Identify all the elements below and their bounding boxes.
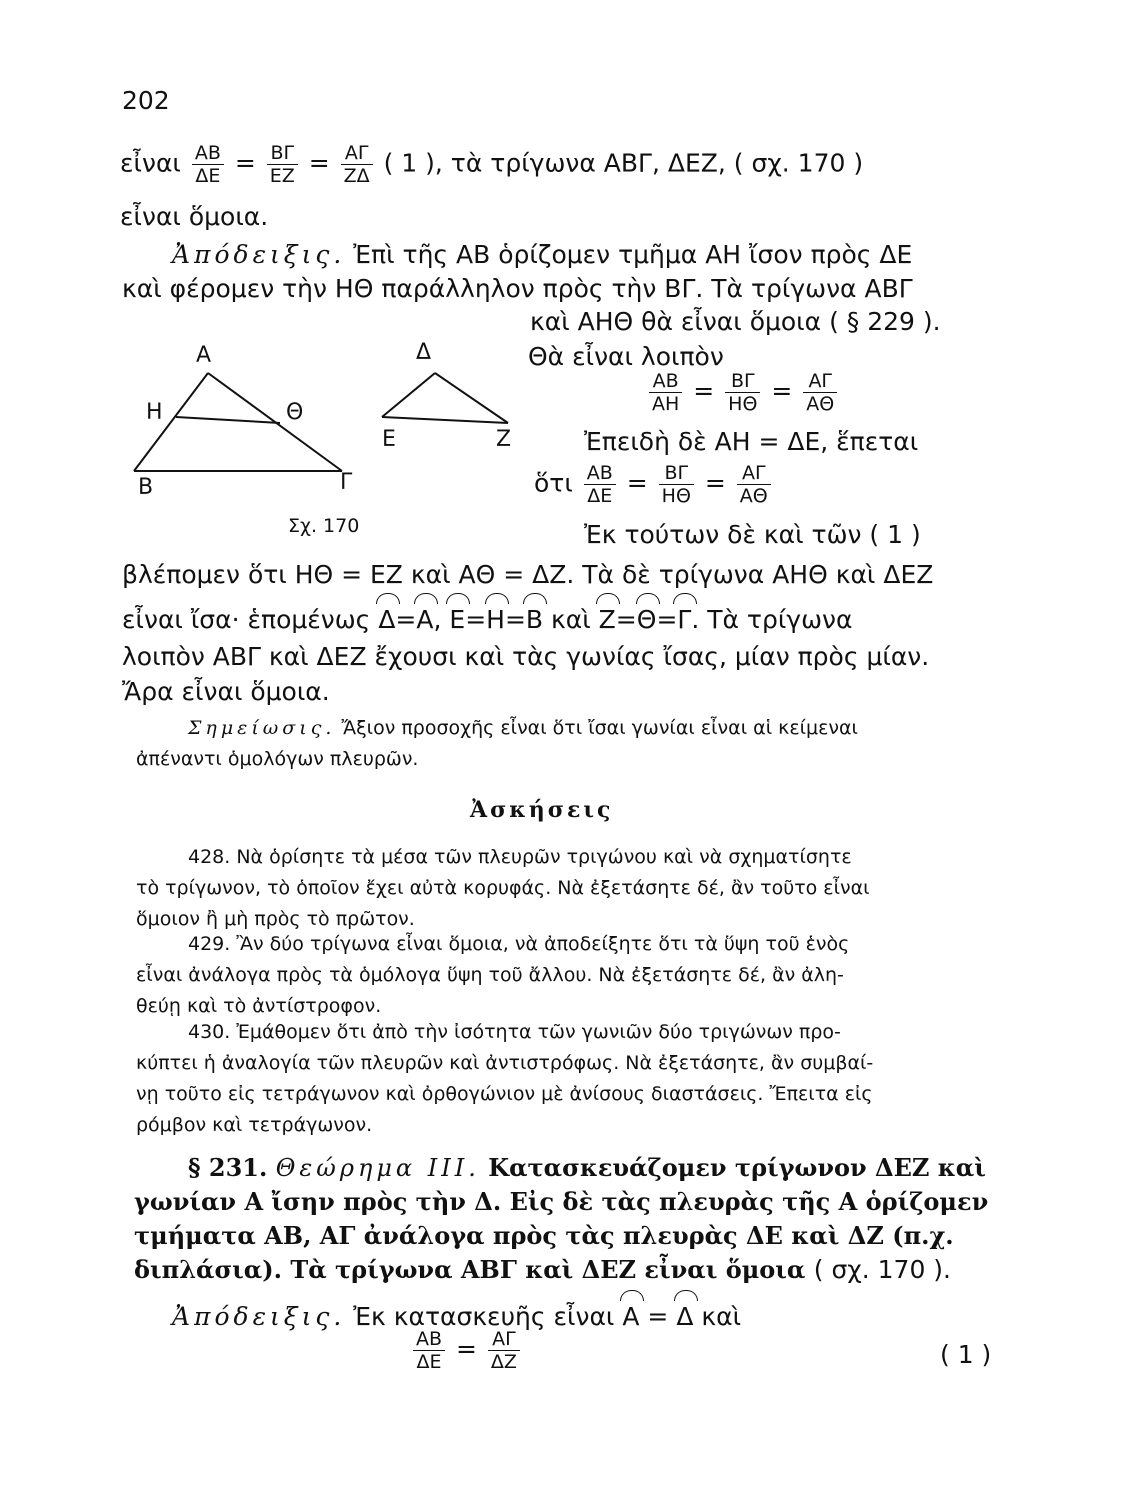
proof-2-line-1: Ἀπόδειξις. Ἐκ κατασκευῆς εἶναι Α = Δ καὶ xyxy=(172,1300,741,1334)
exercise-428-l2: τὸ τρίγωνον, τὸ ὁποῖον ἔχει αὐτὰ κορυφάς. Νὰ ἐξετάσητε δέ, ἂν τοῦτο εἶναι xyxy=(136,877,870,899)
line-1-intro: εἶναι xyxy=(120,148,181,178)
theorem-line-1: § 231. Θεώρημα ΙΙΙ. Κατασκευάζομεν τρίγωνον ΔΕΖ καὶ xyxy=(188,1153,986,1182)
theorem-line-3: τμήματα ΑΒ, ΑΓ ἀνάλογα πρὸς τὰς πλευρὰς ΔΕ καὶ ΔΖ (π.χ. xyxy=(134,1221,954,1250)
angle-e: Ε xyxy=(449,603,465,637)
exercise-429-l2: εἶναι ἀνάλογα πρὸς τὰ ὁμόλογα ὕψη τοῦ ἄλλου. Νὰ ἐξετάσητε δέ, ἂν ἀλη- xyxy=(136,964,844,986)
proportion-2: ὅτι $\frac{AB}{\Delta E}$ = $\frac{B\Gamma}{H\Theta}$ = $\frac{A\Gamma}{A\Theta}$ xyxy=(534,462,774,507)
theorem-title: Θεώρημα ΙΙΙ. xyxy=(275,1154,480,1182)
proof-2-label: Ἀπόδειξις. xyxy=(172,1302,346,1331)
para-2-line-3: λοιπὸν ΑΒΓ καὶ ΔΕΖ ἔχουσι καὶ τὰς γωνίας ἴσας, μίαν πρὸς μίαν. xyxy=(122,642,930,671)
proof-2-proportion: $\frac{AB}{\Delta E}$ = $\frac{A\Gamma}{\Delta Z}$ xyxy=(410,1328,523,1373)
proof-label: Ἀπόδειξις. xyxy=(172,240,346,269)
theorem-line-2: γωνίαν Α ἴσην πρὸς τὴν Δ. Εἰς δὲ τὰς πλευρὰς τῆς Α ὁρίζομεν xyxy=(134,1187,989,1216)
angle-g: Γ xyxy=(677,603,691,637)
angle-th: Θ xyxy=(637,603,657,637)
exercise-430-l1: 430. Ἐμάθομεν ὅτι ἀπὸ τὴν ἰσότητα τῶν γωνιῶν δύο τριγώνων προ- xyxy=(188,1021,841,1043)
proof-1-line-2: καὶ φέρομεν τὴν ΗΘ παράλληλον πρὸς τὴν ΒΓ. Τὰ τρίγωνα ΑΒΓ xyxy=(122,274,913,303)
right-text-6: Ἐκ τούτων δὲ καὶ τῶν ( 1 ) xyxy=(584,520,921,549)
note-line-1: Σημείωσις. Ἄξιον προσοχῆς εἶναι ὅτι ἴσαι γωνίαι εἶναι αἱ κείμεναι xyxy=(188,717,858,739)
para-2-line-2: εἶναι ἴσα· ἑπομένως Δ=Α, Ε=Η=Β καὶ Ζ=Θ=Γ. Τὰ τρίγωνα xyxy=(122,603,852,637)
label-b: Β xyxy=(138,475,154,500)
segment-hth xyxy=(176,417,280,423)
angle-d-2: Δ xyxy=(676,1300,693,1334)
exercise-428-l3: ὅμοιον ἢ μὴ πρὸς τὸ πρῶτον. xyxy=(136,908,415,930)
para-2-line-4: Ἄρα εἶναι ὅμοια. xyxy=(122,677,330,706)
angle-d: Δ xyxy=(378,603,395,637)
side-dz xyxy=(435,373,508,423)
equals-sign: = xyxy=(308,148,330,178)
label-g: Γ xyxy=(340,470,353,495)
fraction-ag-zd: $\frac{A\Gamma}{Z\Delta}$ xyxy=(341,142,373,187)
figure-caption: Σχ. 170 xyxy=(288,515,360,537)
label-z: Ζ xyxy=(496,427,512,452)
exercise-430-l2: κύπτει ἡ ἀναλογία τῶν πλευρῶν καὶ ἀντιστρόφως. Νὰ ἐξετάσητε, ἂν συμβαί- xyxy=(136,1052,874,1074)
line-1 xyxy=(120,142,863,187)
exercises-heading: Ἀσκήσεις xyxy=(470,797,614,823)
label-th: Θ xyxy=(286,400,304,425)
exercise-428-l1: 428. Νὰ ὁρίσητε τὰ μέσα τῶν πλευρῶν τριγώνου καὶ νὰ σχηματίσητε xyxy=(188,846,852,868)
exercise-430-l4: ρόμβον καὶ τετράγωνον. xyxy=(136,1114,373,1136)
theorem-line-4: διπλάσια). Τὰ τρίγωνα ΑΒΓ καὶ ΔΕΖ εἶναι ὅμοια ( σχ. 170 ). xyxy=(134,1255,951,1284)
exercise-429-l1: 429. Ἂν δύο τρίγωνα εἶναι ὅμοια, νὰ ἀποδείξητε ὅτι τὰ ὕψη τοῦ ἑνὸς xyxy=(188,933,850,955)
note-line-2: ἀπέναντι ὁμολόγων πλευρῶν. xyxy=(136,748,419,770)
line-2: εἶναι ὅμοια. xyxy=(120,202,269,231)
side-de xyxy=(382,373,435,417)
exercise-429-l3: θεύῃ καὶ τὸ ἀντίστροφον. xyxy=(136,995,382,1017)
angle-a: Α xyxy=(416,603,433,637)
proof-1-line-1: Ἀπόδειξις. Ἐπὶ τῆς ΑΒ ὁρίζομεν τμῆμα ΑΗ ἴσον πρὸς ΔΕ xyxy=(172,240,913,269)
label-a: Α xyxy=(196,343,212,368)
note-label: Σημείωσις. xyxy=(188,717,336,739)
para-2-line-1: βλέπομεν ὅτι ΗΘ = ΕΖ καὶ ΑΘ = ΔΖ. Τὰ δὲ τρίγωνα ΑΗΘ καὶ ΔΕΖ xyxy=(122,560,934,589)
proof-1-line-3: καὶ ΑΗΘ θὰ εἶναι ὅμοια ( § 229 ). xyxy=(530,307,941,336)
theorem-section: § 231. xyxy=(188,1153,268,1182)
proportion-1: $\frac{AB}{AH}$ = $\frac{B\Gamma}{H\Theta}$ = $\frac{A\Gamma}{A\Theta}$ xyxy=(646,370,840,415)
right-text-5: Ἐπειδὴ δὲ ΑΗ = ΔΕ, ἕπεται xyxy=(584,427,919,456)
angle-b: Β xyxy=(526,603,543,637)
label-e: Ε xyxy=(382,427,396,452)
exercise-430-l3: νῃ τοῦτο εἰς τετράγωνον καὶ ὀρθογώνιον μὲ ἀνίσους διαστάσεις. Ἔπειτα εἰς xyxy=(136,1083,873,1105)
fraction-bg-ez: $\frac{B\Gamma}{EZ}$ xyxy=(267,142,298,187)
label-h: Η xyxy=(146,400,163,425)
page-number: 202 xyxy=(122,86,170,115)
equation-tag-1: ( 1 ) xyxy=(940,1340,992,1369)
fraction-ab-de: $\frac{AB}{\Delta E}$ xyxy=(192,142,224,187)
angle-z: Ζ xyxy=(599,603,616,637)
label-d: Δ xyxy=(416,340,432,365)
equals-sign: = xyxy=(234,148,256,178)
angle-a-2: Α xyxy=(622,1300,639,1334)
side-ez xyxy=(382,417,508,423)
line-1-rest: ( 1 ), τὰ τρίγωνα ΑΒΓ, ΔΕΖ, ( σχ. 170 ) xyxy=(383,148,864,178)
angle-h: Η xyxy=(486,603,505,637)
proof-1-line-4: Θὰ εἶναι λοιπὸν xyxy=(528,342,724,371)
figure-170 xyxy=(120,335,530,535)
